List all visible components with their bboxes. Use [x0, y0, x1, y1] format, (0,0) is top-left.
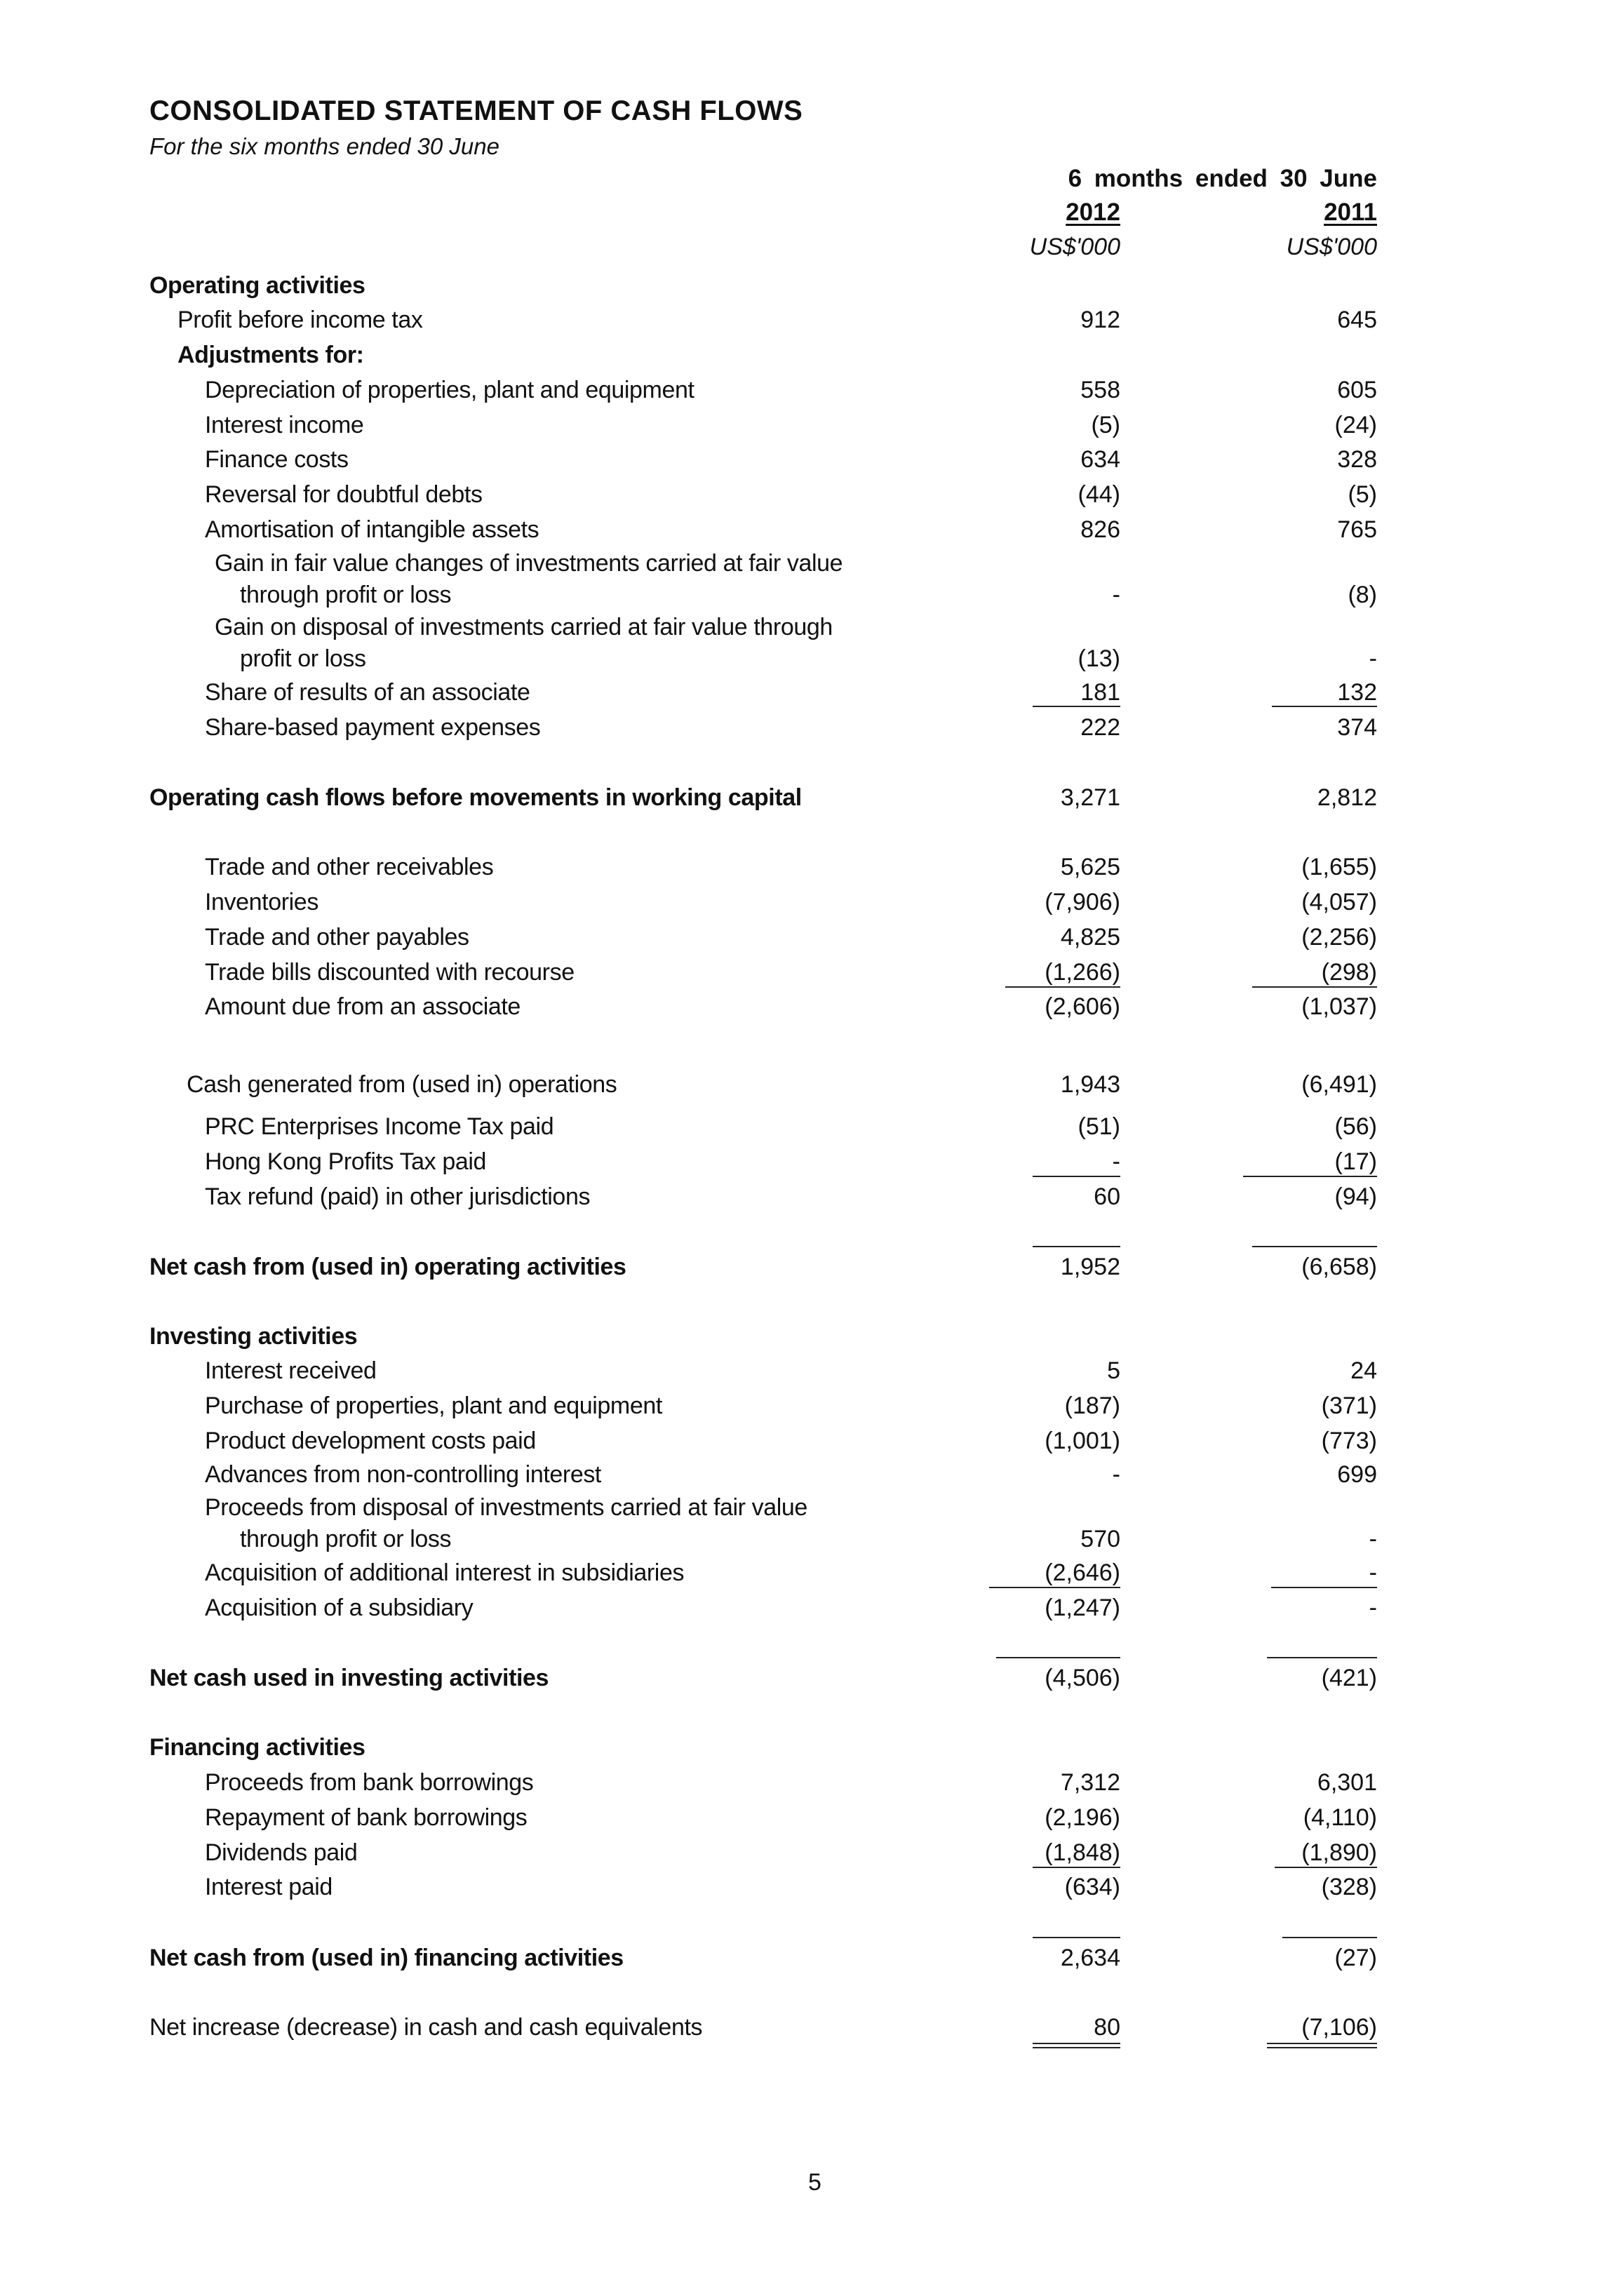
- value-2011: -: [1369, 1559, 1377, 1586]
- value-2012: (1,001): [1045, 1428, 1120, 1454]
- row-label: PRC Enterprises Income Tax paid: [205, 1113, 554, 1140]
- row-label: Inventories: [205, 889, 318, 915]
- value-2012: 5: [1107, 1357, 1120, 1384]
- value-2012: 570: [1080, 1526, 1120, 1552]
- rule-line: [1272, 706, 1377, 707]
- table-row: [0, 889, 1624, 924]
- row-label: Interest income: [205, 412, 364, 438]
- row-label: Cash generated from (used in) operations: [187, 1071, 617, 1098]
- total-row: [0, 1254, 1624, 1289]
- table-row: [0, 854, 1624, 889]
- row-label: Acquisition of a subsidiary: [205, 1595, 474, 1621]
- section-heading-investing: [0, 1323, 1624, 1358]
- value-2011: 645: [1337, 307, 1377, 333]
- table-row: [0, 550, 1624, 585]
- subtotal-row: [0, 784, 1624, 819]
- table-row: [0, 1874, 1624, 1909]
- table-row: [0, 1461, 1624, 1496]
- value-2011: (421): [1321, 1665, 1377, 1691]
- table-row: [0, 714, 1624, 749]
- row-label: Operating cash flows before movements in working capital: [149, 784, 802, 811]
- value-2012: 181: [1080, 679, 1120, 706]
- value-2012: -: [1112, 1461, 1120, 1488]
- row-label: Tax refund (paid) in other jurisdictions: [205, 1183, 591, 1210]
- value-2012: (187): [1064, 1392, 1120, 1419]
- value-2011: (24): [1334, 412, 1377, 438]
- year-2012-header: 2012: [1066, 199, 1120, 226]
- row-label: Amortisation of intangible assets: [205, 516, 539, 543]
- row-label: Interest received: [205, 1357, 377, 1384]
- row-label: Adjustments for:: [177, 342, 364, 368]
- value-2011: (298): [1321, 959, 1377, 986]
- value-2011: (1,037): [1301, 993, 1377, 1020]
- table-row: [0, 377, 1624, 412]
- value-2012: (2,606): [1045, 993, 1120, 1020]
- row-label: Operating activities: [149, 272, 365, 299]
- rule-line: [1252, 1246, 1377, 1247]
- section-heading-operating: [0, 272, 1624, 307]
- row-label: Dividends paid: [205, 1839, 358, 1866]
- subheading-adjustments: [0, 342, 1624, 377]
- row-label: Trade and other receivables: [205, 854, 494, 880]
- subtotal-row: [0, 1071, 1624, 1106]
- value-2011: (8): [1348, 582, 1377, 608]
- value-2012: -: [1112, 582, 1120, 608]
- total-row: [0, 1665, 1624, 1700]
- total-row: [0, 1945, 1624, 1980]
- value-2011: (7,106): [1301, 2014, 1377, 2041]
- page-number: 5: [808, 2169, 821, 2196]
- rule-line: [1282, 1937, 1377, 1938]
- row-label: Share-based payment expenses: [205, 714, 541, 741]
- table-row: [0, 1559, 1624, 1595]
- row-label: Purchase of properties, plant and equipment: [205, 1392, 662, 1419]
- rule-line: [1252, 986, 1377, 988]
- year-2011-header: 2011: [1324, 199, 1377, 226]
- row-label: Share of results of an associate: [205, 679, 530, 706]
- rule-line: [989, 1587, 1120, 1588]
- row-label: Net cash from (used in) operating activities: [149, 1254, 626, 1280]
- value-2012: 3,271: [1060, 784, 1120, 811]
- rule-line: [1033, 1937, 1120, 1938]
- table-row: [0, 516, 1624, 551]
- value-2012: 222: [1080, 714, 1120, 741]
- table-row: [0, 1804, 1624, 1839]
- rule-line: [1005, 986, 1120, 988]
- row-label: Repayment of bank borrowings: [205, 1804, 528, 1831]
- table-row: [0, 481, 1624, 516]
- table-row: [0, 993, 1624, 1028]
- value-2011: (328): [1321, 1874, 1377, 1900]
- value-2011: (6,491): [1301, 1071, 1377, 1098]
- value-2011: (17): [1334, 1148, 1377, 1175]
- value-2012: (13): [1078, 645, 1120, 672]
- value-2012: (4,506): [1045, 1665, 1120, 1691]
- table-row: [0, 1183, 1624, 1219]
- table-row: [0, 924, 1624, 959]
- row-label: Product development costs paid: [205, 1428, 536, 1454]
- row-label: through profit or loss: [240, 582, 452, 608]
- row-label: Gain in fair value changes of investments carried at fair value: [215, 550, 843, 577]
- table-row: [0, 412, 1624, 447]
- table-row: [0, 446, 1624, 481]
- table-row: [0, 1392, 1624, 1428]
- value-2012: (5): [1091, 412, 1120, 438]
- value-2011: (4,057): [1301, 889, 1377, 915]
- value-2011: -: [1369, 645, 1377, 672]
- value-2011: 765: [1337, 516, 1377, 543]
- value-2011: (2,256): [1301, 924, 1377, 951]
- rule-line: [1033, 1246, 1120, 1247]
- table-row: [0, 614, 1624, 649]
- row-label: through profit or loss: [240, 1526, 452, 1552]
- table-row: [0, 1148, 1624, 1183]
- row-label: Proceeds from bank borrowings: [205, 1769, 534, 1796]
- value-2012: 1,952: [1060, 1254, 1120, 1280]
- row-label: Amount due from an associate: [205, 993, 521, 1020]
- value-2012: 826: [1080, 516, 1120, 543]
- value-2011: (1,655): [1301, 854, 1377, 880]
- row-label: profit or loss: [240, 645, 366, 672]
- table-row: [0, 582, 1624, 617]
- period-header: 6 months ended 30 June: [1068, 165, 1377, 192]
- row-label: Trade and other payables: [205, 924, 469, 951]
- table-row: [0, 645, 1624, 680]
- table-row: [0, 307, 1624, 342]
- table-row: [0, 1494, 1624, 1529]
- rule-line: [1033, 706, 1120, 707]
- rule-line: [1033, 1176, 1120, 1177]
- table-row: [0, 959, 1624, 994]
- table-row: [0, 1595, 1624, 1630]
- value-2012: (1,848): [1045, 1839, 1120, 1866]
- row-label: Gain on disposal of investments carried at fair value through: [215, 614, 833, 640]
- rule-line: [1033, 1867, 1120, 1868]
- value-2011: 132: [1337, 679, 1377, 706]
- table-row: [0, 1526, 1624, 1561]
- table-row: [0, 1113, 1624, 1148]
- value-2012: 912: [1080, 307, 1120, 333]
- rule-line: [996, 1657, 1120, 1658]
- rule-line: [1243, 1176, 1377, 1177]
- row-label: Proceeds from disposal of investments carried at fair value: [205, 1494, 807, 1521]
- value-2012: (2,646): [1045, 1559, 1120, 1586]
- value-2012: 5,625: [1060, 854, 1120, 880]
- value-2011: -: [1369, 1526, 1377, 1552]
- value-2012: 80: [1094, 2014, 1120, 2041]
- value-2012: (2,196): [1045, 1804, 1120, 1831]
- value-2012: (7,906): [1045, 889, 1120, 915]
- table-row: [0, 1839, 1624, 1874]
- row-label: Net cash used in investing activities: [149, 1665, 549, 1691]
- row-label: Hong Kong Profits Tax paid: [205, 1148, 487, 1175]
- double-rule-line: [1267, 2043, 1377, 2048]
- value-2012: 7,312: [1060, 1769, 1120, 1796]
- value-2011: (773): [1321, 1428, 1377, 1454]
- row-label: Interest paid: [205, 1874, 333, 1900]
- table-row: [0, 679, 1624, 714]
- section-heading-financing: [0, 1734, 1624, 1769]
- value-2012: 634: [1080, 446, 1120, 473]
- double-rule-line: [1033, 2043, 1120, 2048]
- value-2011: -: [1369, 1595, 1377, 1621]
- value-2011: 605: [1337, 377, 1377, 403]
- rule-line: [1271, 1587, 1377, 1588]
- value-2012: (1,247): [1045, 1595, 1120, 1621]
- unit-2011-header: US$'000: [1286, 234, 1377, 260]
- row-label: Net increase (decrease) in cash and cash equivalents: [149, 2014, 703, 2041]
- table-row: [0, 1357, 1624, 1392]
- row-label: Financing activities: [149, 1734, 365, 1761]
- value-2012: (634): [1064, 1874, 1120, 1900]
- grand-total-row: [0, 2014, 1624, 2049]
- row-label: Advances from non-controlling interest: [205, 1461, 601, 1488]
- value-2012: -: [1112, 1148, 1120, 1175]
- value-2012: 2,634: [1060, 1945, 1120, 1971]
- row-label: Trade bills discounted with recourse: [205, 959, 575, 986]
- value-2011: (6,658): [1301, 1254, 1377, 1280]
- value-2011: 374: [1337, 714, 1377, 741]
- value-2011: 24: [1350, 1357, 1377, 1384]
- value-2011: (56): [1334, 1113, 1377, 1140]
- value-2011: 2,812: [1317, 784, 1377, 811]
- value-2012: (1,266): [1045, 959, 1120, 986]
- value-2011: (1,890): [1301, 1839, 1377, 1866]
- rule-line: [1267, 1657, 1377, 1658]
- row-label: Net cash from (used in) financing activities: [149, 1945, 624, 1971]
- value-2011: 6,301: [1317, 1769, 1377, 1796]
- value-2012: (51): [1078, 1113, 1120, 1140]
- value-2011: (27): [1334, 1945, 1377, 1971]
- table-row: [0, 1428, 1624, 1463]
- row-label: Acquisition of additional interest in subsidiaries: [205, 1559, 685, 1586]
- value-2011: 328: [1337, 446, 1377, 473]
- row-label: Reversal for doubtful debts: [205, 481, 483, 508]
- value-2012: 4,825: [1060, 924, 1120, 951]
- row-label: Investing activities: [149, 1323, 358, 1350]
- value-2011: (5): [1348, 481, 1377, 508]
- page-title: CONSOLIDATED STATEMENT OF CASH FLOWS: [149, 95, 803, 126]
- rule-line: [1275, 1867, 1377, 1868]
- row-label: Profit before income tax: [177, 307, 423, 333]
- value-2011: (4,110): [1303, 1804, 1377, 1831]
- value-2012: 558: [1080, 377, 1120, 403]
- row-label: Finance costs: [205, 446, 349, 473]
- unit-2012-header: US$'000: [1029, 234, 1120, 260]
- table-row: [0, 1769, 1624, 1804]
- row-label: Depreciation of properties, plant and equipment: [205, 377, 694, 403]
- value-2012: 60: [1094, 1183, 1120, 1210]
- value-2011: (94): [1334, 1183, 1377, 1210]
- value-2011: (371): [1321, 1392, 1377, 1419]
- value-2012: (44): [1078, 481, 1120, 508]
- page-subtitle: For the six months ended 30 June: [149, 133, 499, 159]
- value-2012: 1,943: [1060, 1071, 1120, 1098]
- value-2011: 699: [1337, 1461, 1377, 1488]
